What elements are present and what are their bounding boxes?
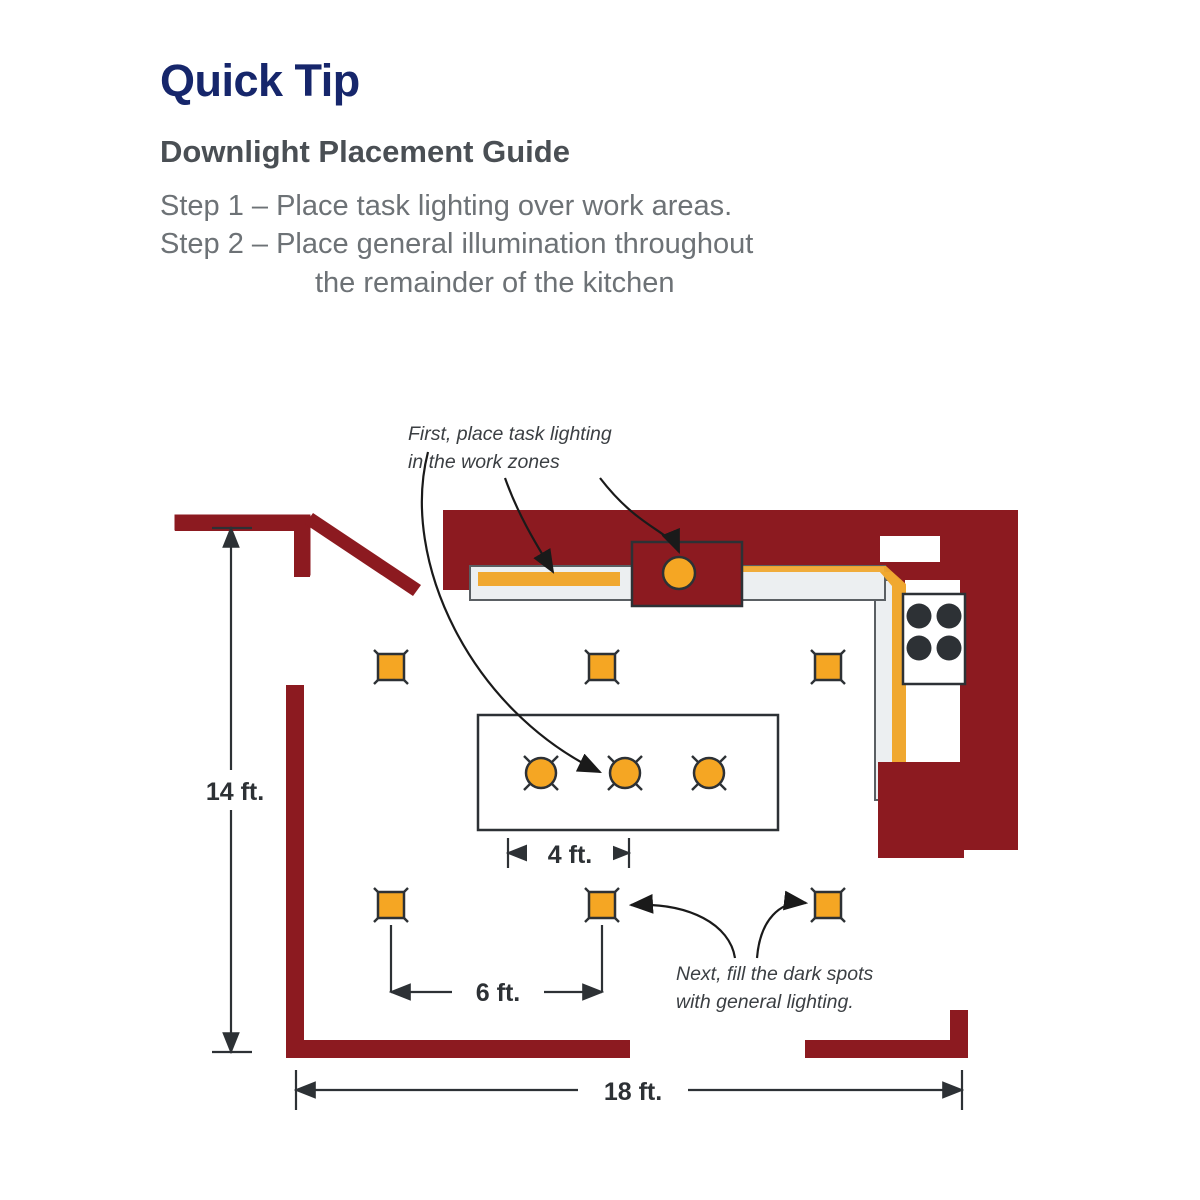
callout-task-line1: First, place task lighting — [408, 423, 612, 445]
general-light-u3 — [811, 650, 845, 684]
task-light-island-1 — [524, 756, 558, 790]
dim-height-label: 14 ft. — [205, 778, 265, 806]
dimension-height — [192, 528, 278, 1052]
general-lights-upper-row — [374, 650, 845, 684]
callout-task-line2: in the work zones — [408, 451, 560, 473]
dimension-island-spacing — [508, 836, 629, 870]
step-2-text-cont: the remainder of the kitchen — [315, 266, 675, 299]
general-light-l1 — [374, 888, 408, 922]
dimension-width — [296, 1070, 962, 1110]
general-light-u1 — [374, 650, 408, 684]
step-2-text: Step 2 – Place general illumination throughout — [160, 228, 754, 261]
callout-general-line1: Next, fill the dark spots — [676, 963, 874, 985]
header-block — [160, 55, 1060, 302]
page-title: Quick Tip — [160, 55, 360, 106]
task-light-sink — [663, 557, 695, 589]
general-light-l3 — [811, 888, 845, 922]
kitchen-floorplan-diagram — [0, 380, 1200, 1180]
dimension-general-spacing — [391, 925, 602, 1008]
island-task-lights — [524, 756, 726, 790]
general-lights-lower-row — [374, 888, 845, 922]
task-light-island-3 — [692, 756, 726, 790]
task-light-island-2 — [608, 756, 642, 790]
general-light-l2 — [585, 888, 619, 922]
general-light-u2 — [585, 650, 619, 684]
dim-island-label: 4 ft. — [547, 841, 593, 869]
subtitle: Downlight Placement Guide — [160, 134, 570, 169]
dim-general-label: 6 ft. — [475, 979, 521, 1007]
step-1-text: Step 1 – Place task lighting over work areas. — [160, 190, 733, 223]
callout-general-line2: with general lighting. — [676, 991, 854, 1013]
dim-width-label: 18 ft. — [603, 1078, 663, 1106]
